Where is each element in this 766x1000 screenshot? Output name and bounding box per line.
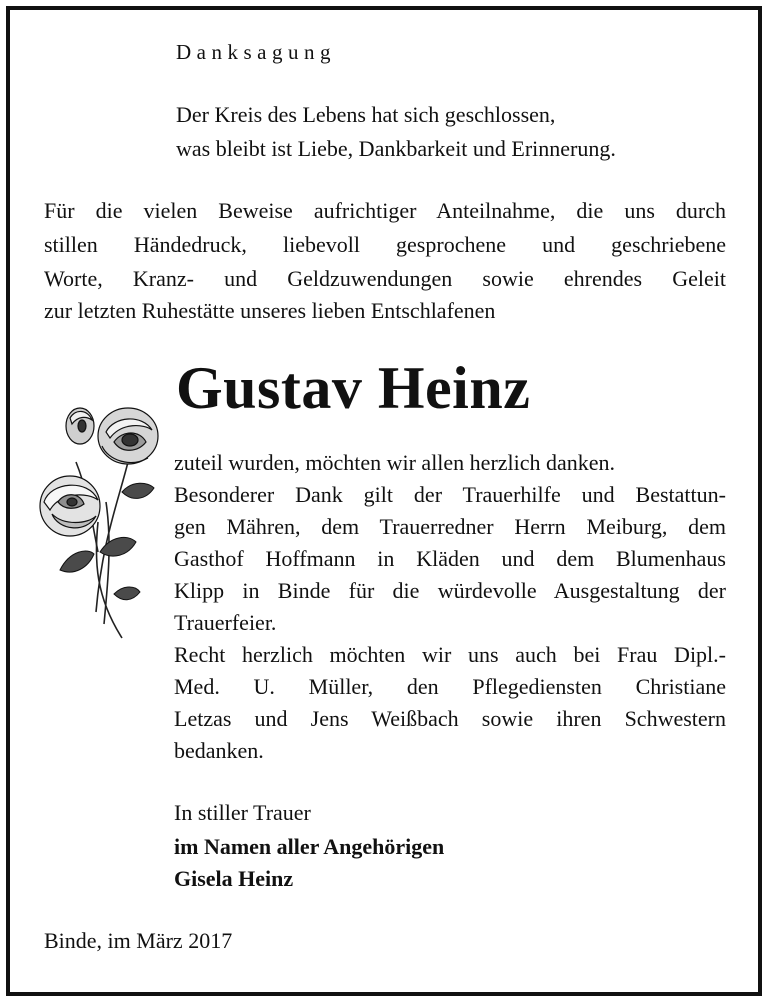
thanks-line: bedanken. (174, 738, 264, 763)
thanks-line: Gasthof Hoffmann in Kläden und dem Blumenhaus (174, 546, 726, 571)
intro-line: stillen Händedruck, liebevoll gesprochene und geschriebene (44, 232, 726, 257)
thanks-line: zuteil wurden, möchten wir allen herzlich danken. (174, 450, 616, 475)
signature-family: im Namen aller Angehörigen (174, 834, 445, 859)
signature-line: In stiller Trauer (174, 800, 311, 825)
intro-line: Für die vielen Beweise aufrichtiger Anteilnahme, die uns durch (44, 198, 726, 223)
thanks-line: Letzas und Jens Weißbach sowie ihren Schwestern (174, 706, 726, 731)
thanks-line: Besonderer Dank gilt der Trauerhilfe und Bestattun- (174, 482, 726, 507)
thanks-line: Trauerfeier. (174, 610, 277, 635)
thanks-line: Recht herzlich möchten wir uns auch bei Frau Dipl.- (174, 642, 726, 667)
deceased-name: Gustav Heinz (176, 355, 531, 421)
thanks-line: Med. U. Müller, den Pflegediensten Christiane (174, 674, 726, 699)
intro-line: Worte, Kranz- und Geldzuwendungen sowie ehrendes Geleit (44, 266, 726, 291)
signature-name: Gisela Heinz (174, 866, 294, 891)
poem-line: was bleibt ist Liebe, Dankbarkeit und Erinnerung. (176, 136, 616, 161)
intro-line: zur letzten Ruhestätte unseres lieben Entschlafenen (44, 298, 496, 323)
poem-line: Der Kreis des Lebens hat sich geschlossen, (176, 102, 556, 127)
place-date: Binde, im März 2017 (44, 928, 233, 953)
thanks-line: gen Mähren, dem Trauerredner Herrn Meiburg, dem (174, 514, 726, 539)
thanks-line: Klipp in Binde für die würdevolle Ausgestaltung der (174, 578, 726, 603)
rose-illustration (36, 402, 168, 642)
notice-heading: Danksagung (176, 40, 336, 64)
